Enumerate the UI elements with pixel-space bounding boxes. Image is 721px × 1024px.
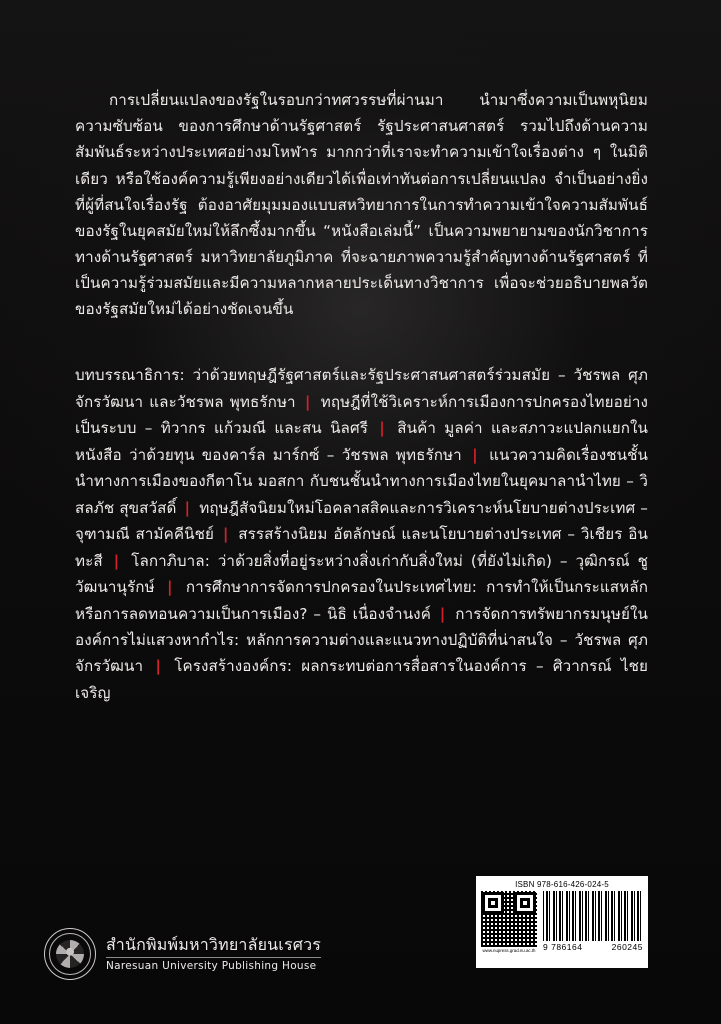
toc-entry: โลกาภิบาล: ว่าด้วยสิ่งที่อยู่ระหว่างสิ่งเก่ากับสิ่งใหม่ (ที่ยังไม่เกิด) – วุฒิกรณ์ ชูวัฒนานุรักษ์ xyxy=(75,551,648,597)
toc-entry: ทฤษฎีที่ใช้วิเคราะห์การเมืองการปกครองไทยอย่างเป็นระบบ – ทิวากร แก้วมณี และสน นิลศรี xyxy=(75,392,648,438)
toc-entry: แนวความคิดเรื่องชนชั้นนำทางการเมืองของกีตาโน มอสกา กับชนชั้นนำทางการเมืองไทยในยุคมาลานำไทย – วิสลภัช สุขสวัสดิ์ xyxy=(75,445,648,517)
toc-entry: การศึกษาการจัดการปกครองในประเทศไทย: การทำให้เป็นกระแสหลัก หรือการลดทอนความเป็นการเมือง? – นิธิ เนื่องจำนงค์ xyxy=(75,578,648,623)
ean-barcode xyxy=(543,891,643,952)
toc-separator-bar: | xyxy=(439,604,446,623)
barcode-panel xyxy=(476,876,648,968)
publisher-names xyxy=(106,936,321,972)
back-cover-blurb: การเปลี่ยนแปลงของรัฐในรอบกว่าทศวรรษที่ผ่านมา นำมาซึ่งความเป็นพหุนิยม ความซับซ้อน ของการศึกษาด้านรัฐศาสตร์ รัฐประศาสนศาสตร์ รวมไปถึงด้านความสัมพันธ์ระหว่างประเทศอย่างมโหฬาร มากกว่าที่เราจะทำความเข้าใจเรื่องต่าง ๆ ในมิติเดียว หรือใช้องค์ความรู้เพียงอย่างเดียวได้เพื่อเท่าทันต่อการเปลี่ยนแปลง จำเป็นอย่างยิ่งที่ผู้ที่สนใจเรื่องรัฐ ต้องอาศัยมุมมองแบบสหวิทยาการในการทำความเข้าใจความสัมพันธ์ของรัฐในยุคสมัยใหม่ให้ลึกซึ้งมากขึ้น “หนังสือเล่มนี้” เป็นความพยายามของนักวิชาการทางด้านรัฐศาสตร์ มหาวิทยาลัยภูมิภาค ที่จะฉายภาพความรู้สำคัญทางด้านรัฐศาสตร์ ที่เป็นความรู้ร่วมสมัยและมีความหลากหลายประเด็นทางวิชาการ เพื่อจะช่วยอธิบายพลวัตของรัฐสมัยใหม่ได้อย่างชัดเจนขึ้น xyxy=(75,91,648,319)
toc-separator-bar: | xyxy=(222,525,229,544)
toc-separator-bar: | xyxy=(304,392,311,411)
isbn-label: ISBN 978-616-426-024-5 xyxy=(515,880,609,889)
qr-code-block xyxy=(481,891,537,953)
toc-entry: สินค้า มูลค่า และสภาวะแปลกแยกในหนังสือ ว่าด้วยทุน ของคาร์ล มาร์กซ์ – วัชรพล พุทธรักษา xyxy=(75,419,648,464)
barcode-bars-icon xyxy=(543,891,643,941)
codes-row xyxy=(481,891,643,953)
ean-digits xyxy=(543,942,643,952)
toc-separator-bar: | xyxy=(113,551,120,570)
qr-code-url: www.nupress.grad.nu.ac.th xyxy=(482,948,536,953)
ean-digits-left: 9 786164 xyxy=(543,942,583,952)
ean-digits-right: 260245 xyxy=(611,942,643,952)
qr-code-icon xyxy=(481,891,537,947)
toc-separator-bar: | xyxy=(155,657,161,676)
toc-entry: การจัดการทรัพยากรมนุษย์ในองค์การไม่แสวงหากำไร: หลักการความต่างและแนวทางปฏิบัติที่น่าสนใจ – วัชรพล ศุภจักรวัฒนา xyxy=(75,604,648,676)
cover-text-block xyxy=(75,72,648,722)
toc-entry: โครงสร้างองค์กร: ผลกระทบต่อการสื่อสารในองค์การ – ศิวากรณ์ ไชยเจริญ xyxy=(75,657,648,702)
toc-separator-bar: | xyxy=(379,419,385,438)
publisher-name-thai: สำนักพิมพ์มหาวิทยาลัยนเรศวร xyxy=(106,934,322,954)
toc-separator-bar: | xyxy=(184,498,191,517)
publisher-name-english: Naresuan University Publishing House xyxy=(106,957,321,972)
toc-entry: ทฤษฎีสัจนิยมใหม่โอคลาสสิคและการวิเคราะห์นโยบายต่างประเทศ – จุฑามณี สามัคคีนิชย์ xyxy=(75,498,648,544)
table-of-contents xyxy=(75,362,648,706)
toc-separator-bar: | xyxy=(166,578,173,597)
toc-intro-entry: บทบรรณาธิการ: ว่าด้วยทฤษฎีรัฐศาสตร์และรัฐประศาสนศาสตร์ร่วมสมัย – วัชรพล ศุภจักรวัฒนา และวัชรพล พุทธรักษา xyxy=(75,366,648,411)
toc-separator-bar: | xyxy=(472,445,478,464)
toc-entry: สรรสร้างนิยม อัตลักษณ์ และนโยบายต่างประเทศ – วิเชียร อินทะสี xyxy=(75,525,648,570)
university-seal-icon xyxy=(44,928,96,980)
publisher-block xyxy=(44,928,321,980)
